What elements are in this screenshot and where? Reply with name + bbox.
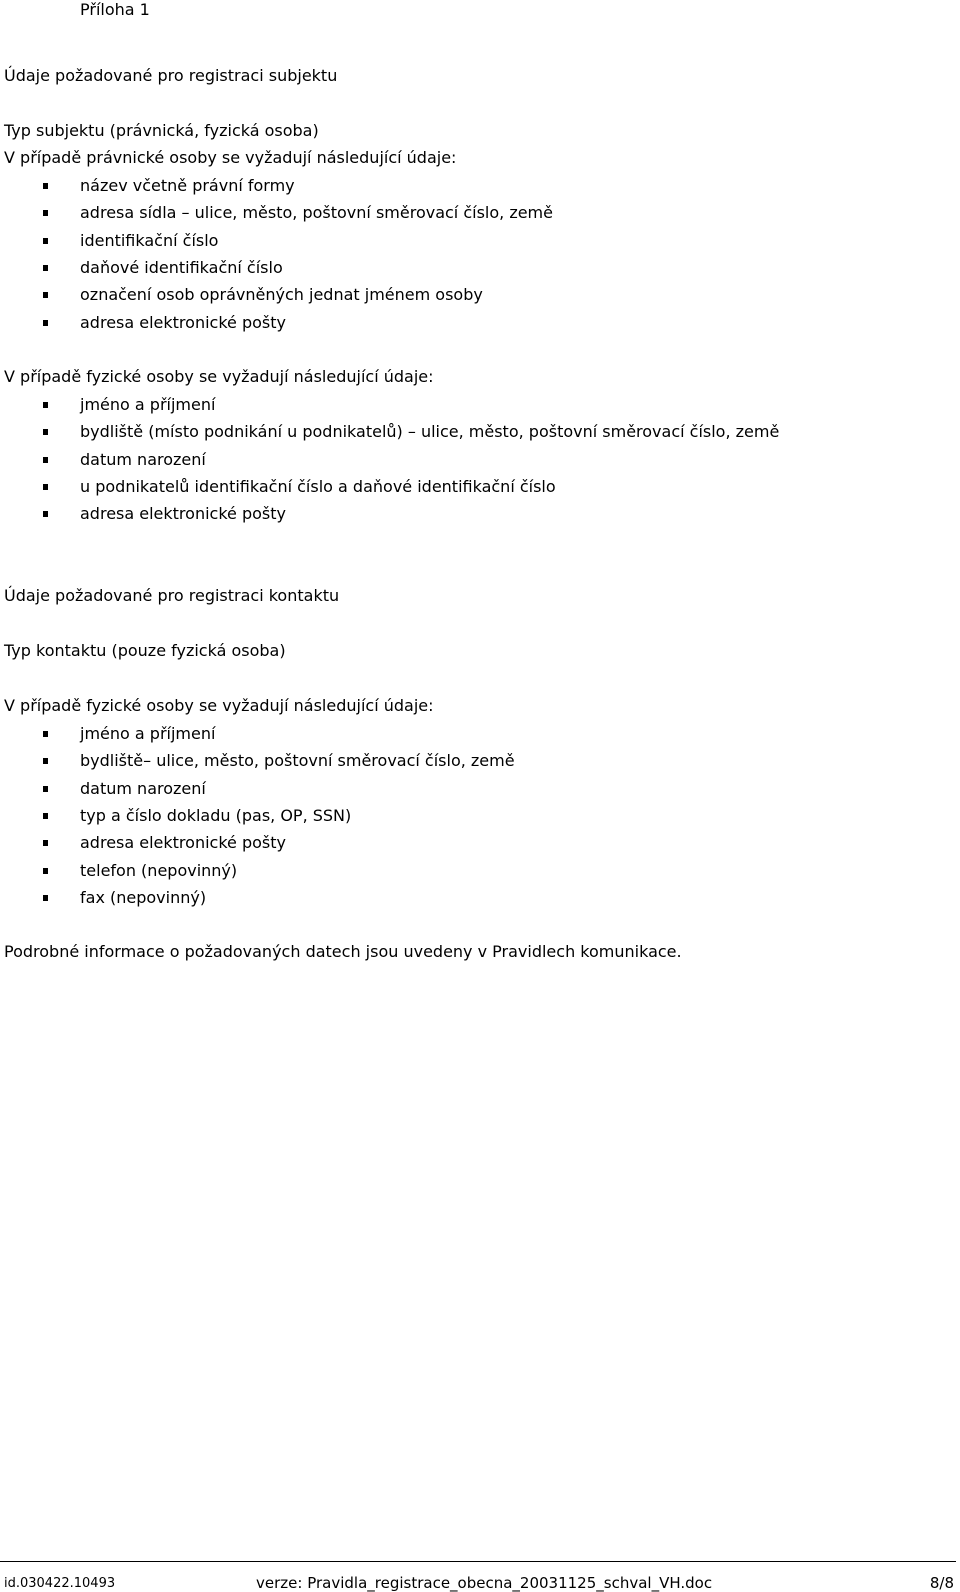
square-bullet-icon xyxy=(43,484,48,490)
square-bullet-icon xyxy=(43,265,48,271)
annex-label: Příloha 1 xyxy=(80,0,150,19)
square-bullet-icon xyxy=(43,786,48,792)
list-item-text: označení osob oprávněných jednat jménem osoby xyxy=(80,285,483,304)
legal-person-intro: V případě právnické osoby se vyžadují následující údaje: xyxy=(4,148,457,167)
list-item-text: název včetně právní formy xyxy=(80,176,295,195)
square-bullet-icon xyxy=(43,402,48,408)
list-item-text: identifikační číslo xyxy=(80,231,219,250)
square-bullet-icon xyxy=(43,813,48,819)
list-item-text: adresa elektronické pošty xyxy=(80,313,286,332)
square-bullet-icon xyxy=(43,292,48,298)
square-bullet-icon xyxy=(43,731,48,737)
square-bullet-icon xyxy=(43,429,48,435)
list-item-text: datum narození xyxy=(80,450,206,469)
contact-type-line: Typ kontaktu (pouze fyzická osoba) xyxy=(4,641,286,660)
footer-page-number: 8/8 xyxy=(929,1574,954,1592)
footer-divider xyxy=(0,1561,956,1562)
square-bullet-icon xyxy=(43,840,48,846)
list-item-text: adresa elektronické pošty xyxy=(80,833,286,852)
list-item-text: daňové identifikační číslo xyxy=(80,258,283,277)
list-item-text: u podnikatelů identifikační číslo a daňové identifikační číslo xyxy=(80,477,556,496)
closing-note: Podrobné informace o požadovaných datech jsou uvedeny v Pravidlech komunikace. xyxy=(4,942,682,961)
contact-section-title: Údaje požadované pro registraci kontaktu xyxy=(4,586,340,605)
list-item-text: adresa elektronické pošty xyxy=(80,504,286,523)
list-item-text: bydliště (místo podnikání u podnikatelů) – ulice, město, poštovní směrovací číslo, země xyxy=(80,422,780,441)
natural-person-intro: V případě fyzické osoby se vyžadují následující údaje: xyxy=(4,367,434,386)
list-item-text: jméno a příjmení xyxy=(80,395,216,414)
list-item-text: datum narození xyxy=(80,779,206,798)
list-item-text: adresa sídla – ulice, město, poštovní směrovací číslo, země xyxy=(80,203,553,222)
square-bullet-icon xyxy=(43,868,48,874)
square-bullet-icon xyxy=(43,320,48,326)
list-item-text: jméno a příjmení xyxy=(80,724,216,743)
square-bullet-icon xyxy=(43,457,48,463)
subject-type-line: Typ subjektu (právnická, fyzická osoba) xyxy=(4,121,319,140)
square-bullet-icon xyxy=(43,758,48,764)
list-item-text: fax (nepovinný) xyxy=(80,888,207,907)
subject-section-title: Údaje požadované pro registraci subjektu xyxy=(4,66,338,85)
list-item-text: bydliště– ulice, město, poštovní směrovací číslo, země xyxy=(80,751,515,770)
contact-natural-person-intro: V případě fyzické osoby se vyžadují následující údaje: xyxy=(4,696,434,715)
list-item-text: typ a číslo dokladu (pas, OP, SSN) xyxy=(80,806,352,825)
square-bullet-icon xyxy=(43,183,48,189)
list-item-text: telefon (nepovinný) xyxy=(80,861,238,880)
square-bullet-icon xyxy=(43,511,48,517)
footer-version: verze: Pravidla_registrace_obecna_20031125_schval_VH.doc xyxy=(256,1574,713,1592)
footer-doc-id: id.030422.10493 xyxy=(4,1576,116,1591)
square-bullet-icon xyxy=(43,895,48,901)
square-bullet-icon xyxy=(43,238,48,244)
square-bullet-icon xyxy=(43,210,48,216)
